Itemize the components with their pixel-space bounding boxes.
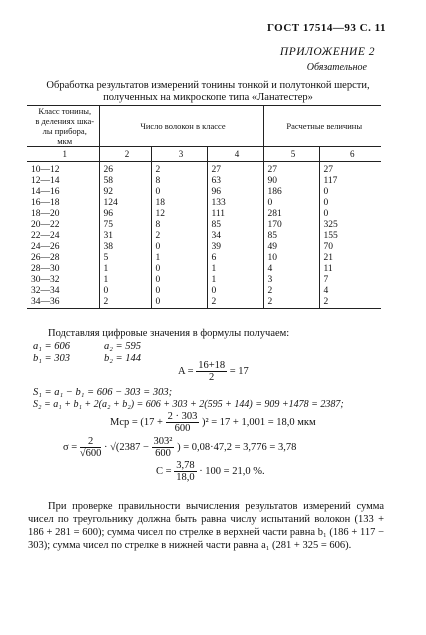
table-row [27, 242, 381, 253]
formula-a: A = $\frac{16+18}{2}$ = 17 [178, 360, 249, 383]
table-cell: 63 [207, 176, 263, 187]
table-cell: 28—30 [27, 264, 99, 275]
table-cell: 10—12 [27, 162, 99, 177]
table-cell: 7 [323, 275, 329, 285]
table-cell: 96 [207, 187, 263, 198]
results-table [27, 105, 381, 309]
table-cell: 85 [263, 231, 319, 242]
value-a2: a₂ = 595 [104, 341, 141, 352]
table-cell: 26 [99, 162, 151, 177]
table-row [27, 275, 381, 286]
col-number: 1 [27, 147, 99, 162]
table-cell: 2 [151, 162, 207, 177]
col-number: 2 [99, 147, 151, 162]
table-cell: 21 [323, 253, 333, 263]
table-row [27, 209, 381, 220]
table-cell: 18 [151, 198, 207, 209]
table-cell: 27 [263, 162, 319, 177]
table-row [27, 176, 381, 187]
closing-paragraph: При проверке правильности вычисления результатов измерений сумма чисел по треугольнику должна быть равна числу испытаний волокон (133 + 186 + 281 = 600); сумма чисел по стрелке в верхней части равна b₁ (186 + 117 − 303); сумма чисел по стрелке в нижней части равна a₁ (281 + 325 = 606). [28, 501, 384, 551]
formula-s2: S₂ = a₁ + b₁ + 2(a₂ + b₂) = 606 + 303 + 2(595 + 144) = 909 +1478 = 2387; [33, 399, 344, 410]
table-cell: 0 [151, 187, 207, 198]
table-cell: 0 [151, 275, 207, 286]
table-cell: 1 [207, 275, 263, 286]
table-cell: 22—24 [27, 231, 99, 242]
page-header-code: ГОСТ 17514—93 С. 11 [266, 22, 386, 34]
table-cell: 117 [323, 176, 338, 186]
table-row [27, 231, 381, 242]
table-cell: 11 [323, 264, 333, 274]
table-cell: 8 [151, 220, 207, 231]
table-row [27, 220, 381, 231]
table-row [27, 297, 381, 309]
calc-values-header: Расчетные величины [263, 106, 381, 147]
table-cell: 34—36 [27, 297, 99, 309]
table-row [27, 162, 381, 177]
table-cell: 186 [263, 187, 319, 198]
col1-header: Класс тонины, в делениях шка- лы прибора, мкм [27, 106, 99, 147]
table-cell: 96 [99, 209, 151, 220]
table-row [27, 187, 381, 198]
table-cell: 38 [99, 242, 151, 253]
table-title [28, 80, 388, 104]
table-cell: 2 [99, 297, 151, 309]
table-cell: 85 [207, 220, 263, 231]
table-cell: 10 [263, 253, 319, 264]
formula-sigma: σ = $\frac{2}{√600}$ · √(2387 − $\frac{\text{303²}}{600}$ ) = 0,08·47,2 = 3,776 = 3,78 [63, 436, 297, 459]
col-number: 6 [319, 147, 381, 162]
table-cell: 0 [207, 286, 263, 297]
table-cell: 124 [99, 198, 151, 209]
formula-s1: S₁ = a₁ − b₁ = 606 − 303 = 303; [33, 387, 173, 398]
table-cell: 70 [323, 242, 333, 252]
col-number: 5 [263, 147, 319, 162]
table-cell: 12 [151, 209, 207, 220]
table-cell: 2 [319, 297, 381, 309]
table-cell: 18—20 [27, 209, 99, 220]
table-cell: 32—34 [27, 286, 99, 297]
table-cell: 16—18 [27, 198, 99, 209]
table-cell: 1 [151, 253, 207, 264]
table-row [27, 253, 381, 264]
table-cell: 2 [151, 231, 207, 242]
table-cell: 90 [263, 176, 319, 187]
table-cell: 27 [207, 162, 263, 177]
value-b1: b₁ = 303 [33, 353, 70, 364]
table-row [27, 286, 381, 297]
table-cell: 12—14 [27, 176, 99, 187]
table-cell: 0 [151, 297, 207, 309]
table-cell: 1 [99, 275, 151, 286]
formula-c: C = $\frac{3,78}{18,0}$ · 100 = 21,0 %. [156, 460, 265, 483]
table-cell: 0 [99, 286, 151, 297]
table-cell: 170 [263, 220, 319, 231]
value-b2: b₂ = 144 [104, 353, 141, 364]
table-cell: 31 [99, 231, 151, 242]
table-cell: 0 [323, 187, 329, 197]
column-number-row [27, 147, 381, 162]
table-cell: 2 [207, 297, 263, 309]
table-cell: 39 [207, 242, 263, 253]
appendix-title: ПРИЛОЖЕНИЕ 2 [279, 46, 375, 58]
appendix-subtitle: Обязательное [306, 62, 367, 73]
table-cell: 8 [151, 176, 207, 187]
table-cell: 281 [263, 209, 319, 220]
table-cell: 27 [323, 165, 333, 175]
table-title-line1: Обработка результатов измерений тонины тонкой и полутонкой шерсти, [46, 80, 370, 91]
table-cell: 0 [323, 198, 329, 208]
table-cell: 0 [263, 198, 319, 209]
table-title-line2: полученных на микроскопе типа «Ланатестер» [103, 92, 313, 103]
table-cell: 20—22 [27, 220, 99, 231]
table-cell: 325 [323, 220, 338, 230]
table-cell: 6 [207, 253, 263, 264]
table-cell: 14—16 [27, 187, 99, 198]
table-cell: 0 [151, 242, 207, 253]
value-a1: a₁ = 606 [33, 341, 70, 352]
table-cell: 4 [323, 286, 329, 296]
formulas-intro: Подставляя цифровые значения в формулы получаем: [48, 328, 290, 339]
table-cell: 3 [263, 275, 319, 286]
formula-mean: Mср = (17 + $\frac{2 \cdot 303}{600}$ )² = 17 + 1,001 = 18,0 мкм [110, 411, 316, 434]
table-cell: 49 [263, 242, 319, 253]
table-cell: 75 [99, 220, 151, 231]
table-cell: 1 [207, 264, 263, 275]
table-cell: 133 [207, 198, 263, 209]
table-cell: 24—26 [27, 242, 99, 253]
table-cell: 5 [99, 253, 151, 264]
table-cell: 0 [151, 264, 207, 275]
table-cell: 30—32 [27, 275, 99, 286]
table-cell: 111 [207, 209, 263, 220]
table-cell: 4 [263, 264, 319, 275]
table-cell: 0 [323, 209, 329, 219]
table-cell: 34 [207, 231, 263, 242]
table-cell: 26—28 [27, 253, 99, 264]
col-number: 3 [151, 147, 207, 162]
table-cell: 155 [323, 231, 338, 241]
table-row [27, 198, 381, 209]
table-cell: 58 [99, 176, 151, 187]
table-cell: 2 [263, 286, 319, 297]
table-row [27, 264, 381, 275]
table-cell: 0 [151, 286, 207, 297]
table-cell: 2 [263, 297, 319, 309]
col-number: 4 [207, 147, 263, 162]
table-cell: 92 [99, 187, 151, 198]
fiber-count-header: Число волокон в классе [99, 106, 263, 147]
table-cell: 1 [99, 264, 151, 275]
